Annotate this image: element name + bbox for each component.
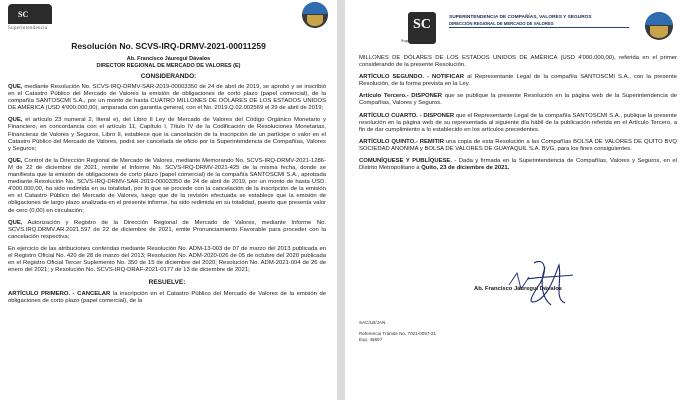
article-second [359,74,677,88]
article-text: que se publique la presente Resolución en la página web de la Superintendencia de Compañías, Valores y Seguros. [359,93,677,107]
closing-paragraph [359,158,677,172]
article-text: al Representante Legal de la compañía SANTOSCMI S.A., con la presente Resolución, de la forma prevista en la Ley. [359,74,677,88]
article-keyword: ARTÍCULO QUINTO.- REMITIR [359,138,444,145]
author-block [0,56,337,69]
paragraph [8,220,326,241]
paragraph [8,158,326,215]
ecuador-coat-of-arms-icon [645,12,673,40]
document-page-2 [345,0,685,400]
logo-letters: SC [413,17,431,32]
ecuador-coat-of-arms-icon [302,2,328,28]
logo-monogram: SC [18,10,29,19]
paragraph-keyword: QUE, [8,219,23,226]
paragraph-text: Autorización y Registro de la Dirección Regional de Mercado de Valores, mediante Informe No. SCVS.IRQ.DRMV.AR.2021.597 de 22 de diciembre de 2021, emite Pronunciamiento Favorable para proceder con la cancelación respectiva; [8,219,326,240]
article-first [8,291,326,305]
page2-body [359,55,677,177]
article-fourth [359,113,677,134]
intro-paragraph: MILLONES DE DÓLARES DE LOS ESTADOS UNIDOS DE AMÉRICA (USD 4'000.000,00), referida en el primer considerando de la presente Resolución. [359,55,677,69]
article-keyword: ARTÍCULO SEGUNDO. - NOTIFICAR [359,74,465,81]
paragraph [8,117,326,152]
paragraph-keyword: QUE, [8,157,23,164]
expediente-number: Exp. 48667 [359,337,383,342]
paragraph-keyword: QUE, [8,84,23,90]
article-text: una copia de esta Resolución a las Compañías BOLSA DE VALORES DE QUITO BVQ SOCIEDAD ANONIMA y BOLSA DE VALORES DE GUAYAQUIL S.A. BVG, para los fines consiguientes. [359,138,677,152]
article-third [359,93,677,107]
handwritten-signature [359,255,677,315]
paragraph-text: Control de la Dirección Regional de Mercado de Valores, mediante Memorando No. SCVS-IRQ-DRMV-2021-1286-M de 22 de diciembre de 2021, remite el Informe No. SCVS-IRQ-DRMV-2021-425 de la misma fecha, donde se manifiesta que la emisión de obligaciones de corto plazo (papel comercial) de la compañía SANTOSCMI S.A., aprobada mediante Resolución No. SCVS-IRQ-DRMV-SAR-2019-00003350 de 24 de abril de 2019, por un monto de hasta USD. 4'000.000,00, ha sido redimida en su totalidad, por lo que se procede con la cancelación de la inscripción de la emisión en el Catastro Público del Mercado de Valores, luego que de la revisión efectuada se establece que la emisión de obligaciones de largo plazo analizada en el presente informe, ha sido redimida en su totalidad, puesto que presenta valor de cero (0,00) en circulación; [8,157,326,214]
header-department: DIRECCIÓN REGIONAL DE MERCADO DE VALORES [449,21,554,26]
resuelve-heading: RESUELVE: [148,279,186,287]
signer-name: Ab. Francisco Jáuregui Dávalos [474,286,562,292]
superintendencia-logo [8,4,52,24]
header-institution: SUPERINTENDENCIA DE COMPAÑÍAS, VALORES Y SEGUROS [449,15,592,20]
page1-body [8,84,326,311]
paragraph [8,84,326,112]
author-role: DIRECTOR REGIONAL DE MERCADO DE VALORES (E) [96,62,241,69]
closing-keyword: COMUNÍQUESE Y PUBLÍQUESE. [359,158,452,165]
document-page-1 [0,0,337,400]
paragraph [8,246,326,274]
article-text: que el Representante Legal de la compañía SANTOSCMI S.A., publique la presente resolución en la página web de su representada al siguiente día hábil de la publicación referida en el Artículo Tercero, a fin de dar cumplimiento a lo establecido en los artículos precedentes. [359,112,678,133]
paragraph-text: En ejercicio de las atribuciones conferidas mediante Resolución No. ADM-13-003 de 07 de marzo del 2013 publicada en el Registro Oficial No. 420 de 28 de marzo del 2013; Resolución No. ADM-2020-026 de 05 de octubre del 2020 publicada en el Registro Oficial Tercer Suplemento No. 350 de 15 de diciembre del 2020; Resolución No. ADM-2021-004 de 26 de enero del 2021; y Resolución No. SCVS-IRQ-DRAF-2021-0177 de 13 de diciembre de 2021; [8,245,326,274]
initials: SAC/LB/JAN [359,320,386,325]
article-text: la inscripción en el Catastro Público del Mercado de Valores de la emisión de obligaciones de corto plazo (papel comercial), de la [8,291,327,305]
logo-caption: Superintendencia [8,26,48,31]
considerando-heading: CONSIDERANDO: [140,73,197,80]
article-keyword: ARTÍCULO PRIMERO. - CANCELAR [8,291,111,298]
article-keyword: Artículo Tercero.- DISPONER [359,93,443,100]
article-keyword: ARTÍCULO CUARTO. - DISPONER [359,112,455,119]
paragraph-text: mediante Resolución No. SCVS-IRQ-DRMV-SAR-2019-00003350 de 24 de abril de 2019, se aprobó y se inscribió en el Catastro Público del Mercado de Valores la emisión de obligaciones de corto plazo (papel comercial), de la compañía SANTOSCMI S.A., por un monto de hasta CUATRO MILLONES DE DÓLARES DE LOS ESTADOS UNIDOS DE AMÉRICA (USD 4'000.000,00), amparada con garantía general, con el No. 2019.Q.02.002569 el 29 de abril de 2019; [8,84,326,112]
footer-references [359,331,436,343]
paragraph-keyword: QUE, [8,117,23,124]
tramite-reference: Referencia Trámite No. 7021-0057-21 [359,331,437,336]
resolution-title: Resolución No. SCVS-IRQ-DRMV-2021-00011259 [71,41,266,51]
header-rule [449,27,629,28]
author-name: Ab. Francisco Jáuregui Dávalos [126,56,211,62]
logo-caption: Superintendencia [401,38,433,43]
closing-text: - Dada y firmada en la Superintendencia de Compañías, Valores y Seguros, en el Distrito Metropolitano a [359,158,677,172]
paragraph-text: el artículo 23 numeral 2, literal e), del Libro II Ley de Mercado de Valores del Código Orgánico Monetario y Financiero, en concordancia con el artículo 11, Capítulo I, Título IV de la Codificación de Resoluciones Monetarias, Financieras de Valores y Seguros, Libro II, establece que la cancelación de la inscripción de un partícipe o valor en el Catastro Público del Mercado de Valores, podrá ser cancelada de oficio por la Superintendencia de Compañías, Valores y Seguros; [8,117,326,152]
closing-date: Quito, 23 de diciembre de 2021. [421,165,510,172]
article-fifth [359,139,677,153]
